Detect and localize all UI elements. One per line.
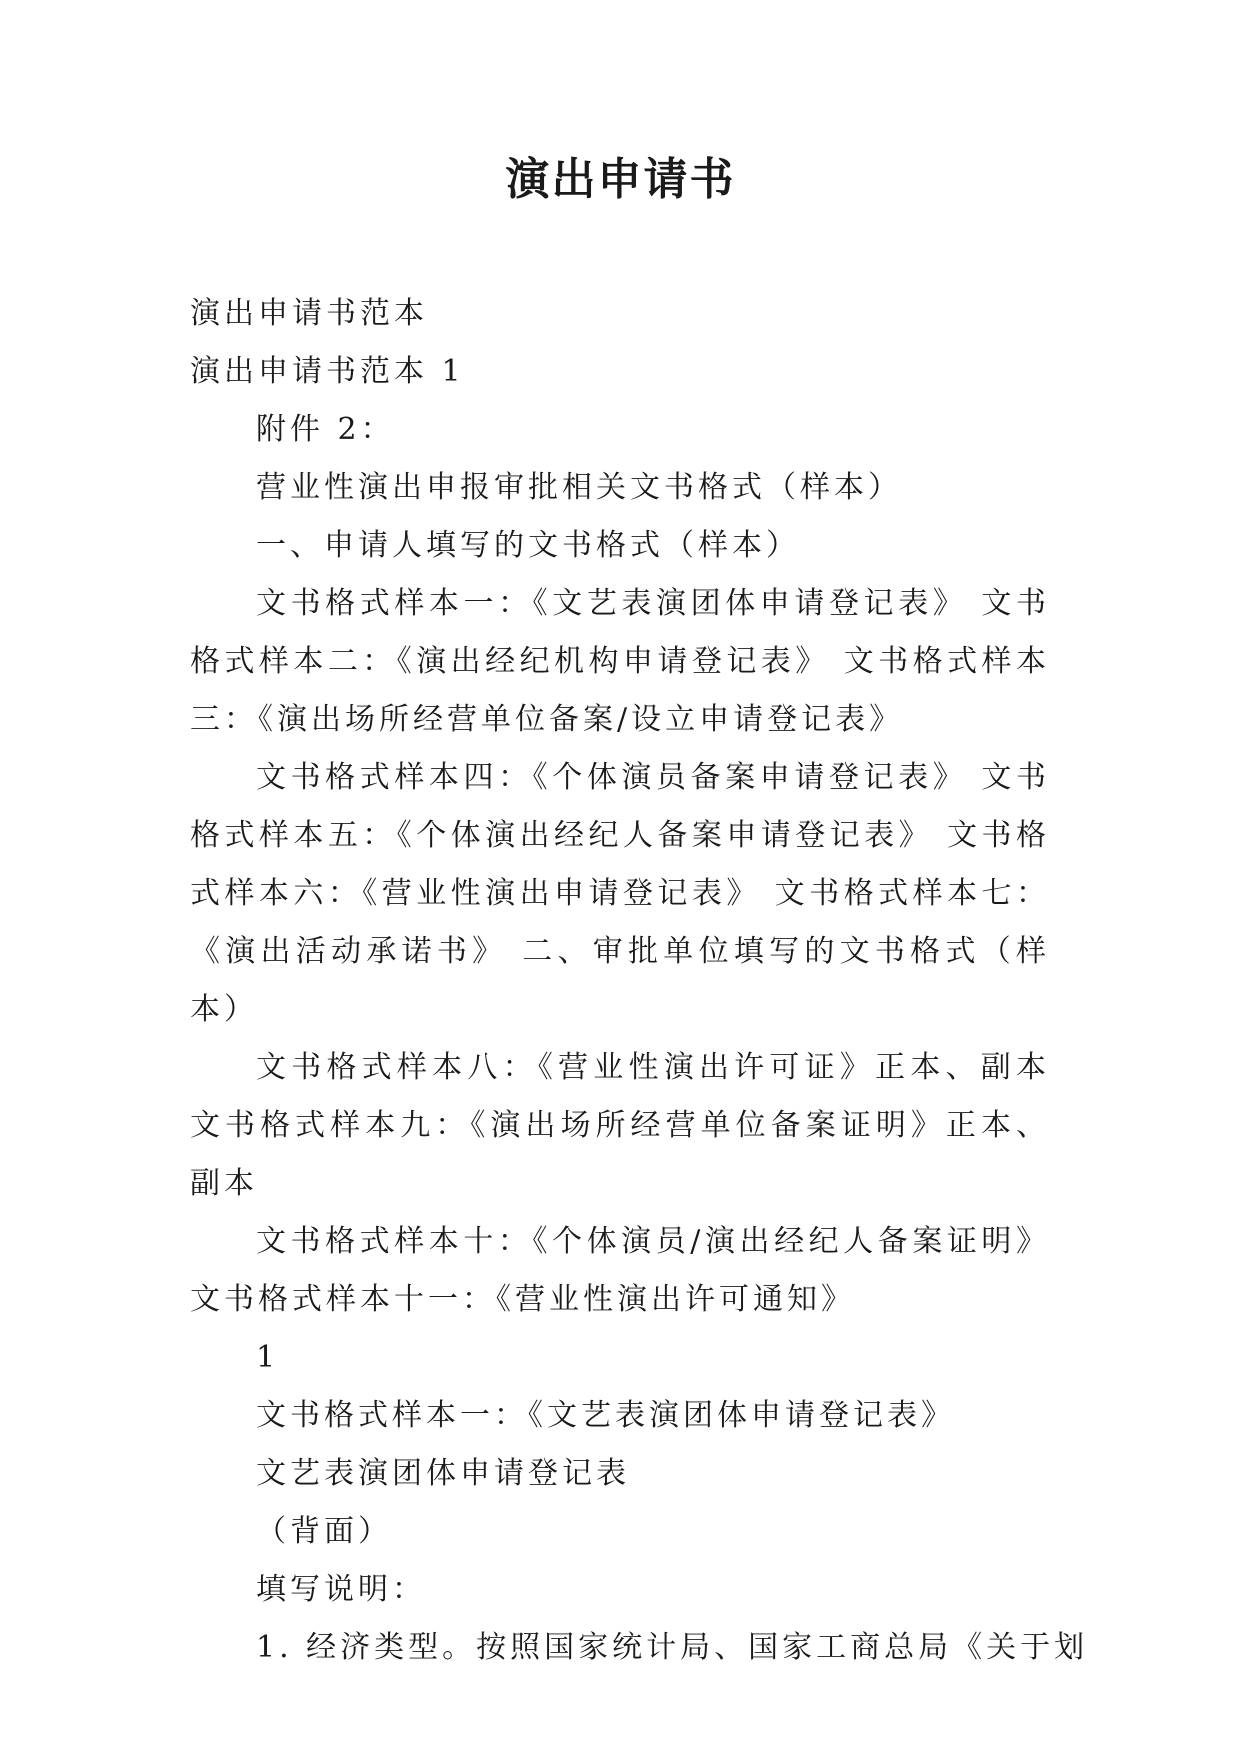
- text-line: （背面）: [256, 1514, 392, 1549]
- text-line: 1. 经济类型。按照国家统计局、国家工商总局《关于划: [256, 1630, 1089, 1665]
- text-line: 文书格式样本一：《文艺表演团体申请登记表》: [256, 1398, 955, 1433]
- paragraph: 文书格式样本十：《个体演员/演出经纪人备案证明》文书格式样本十一：《营业性演出许可通知》: [190, 1224, 1050, 1317]
- text-line: 演出申请书范本: [190, 296, 428, 331]
- document-body: [190, 285, 1089, 1677]
- paragraph: 文书格式样本一：《文艺表演团体申请登记表》 文书格式样本二：《演出经纪机构申请登记表》 文书格式样本三：《演出场所经营单位备案/设立申请登记表》: [190, 586, 1050, 737]
- text-line: 附件 2：: [256, 412, 395, 447]
- page-number-text: 1: [256, 1340, 280, 1375]
- text-line: 一、申请人填写的文书格式（样本）: [256, 528, 800, 563]
- text-line: 文艺表演团体申请登记表: [256, 1456, 630, 1491]
- text-line: 演出申请书范本 1: [190, 354, 465, 389]
- paragraph: 文书格式样本四：《个体演员备案申请登记表》 文书格式样本五：《个体演出经纪人备案申请登记表》 文书格式样本六：《营业性演出申请登记表》 文书格式样本七：《演出活动承诺书》 二、审批单位填写的文书格式（样本）: [190, 760, 1050, 1027]
- document-title: 演出申请书: [505, 154, 736, 205]
- text-line: 填写说明：: [256, 1572, 426, 1607]
- text-line: 营业性演出申报审批相关文书格式（样本）: [256, 470, 902, 505]
- paragraph: 文书格式样本八：《营业性演出许可证》正本、副本 文书格式样本九：《演出场所经营单位备案证明》正本、副本: [190, 1050, 1050, 1201]
